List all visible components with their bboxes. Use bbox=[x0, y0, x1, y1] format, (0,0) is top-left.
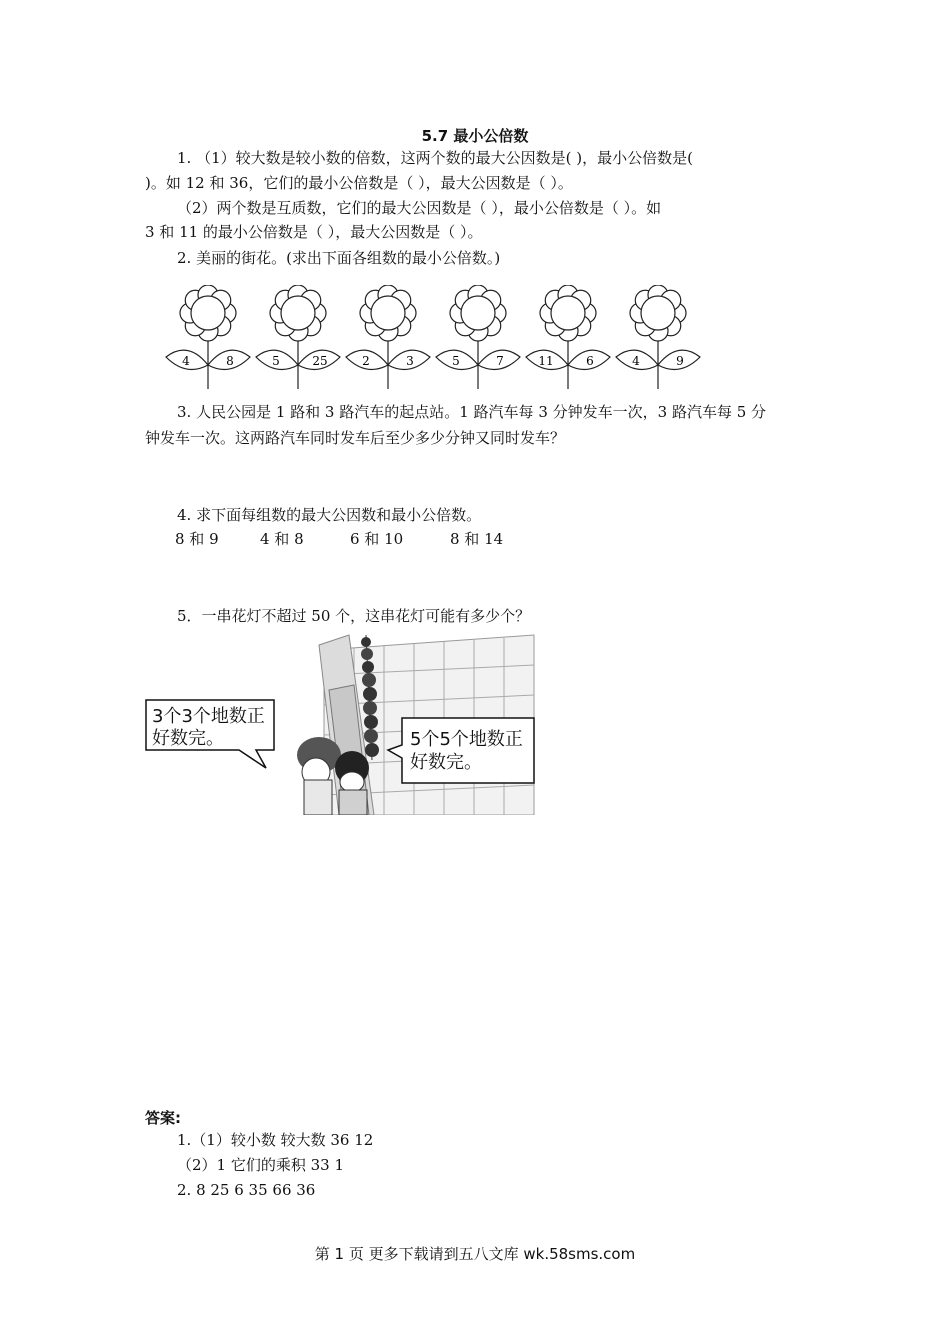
answer-line1: 1.（1）较小数 较大数 36 12 bbox=[177, 1131, 374, 1149]
answers-heading: 答案: bbox=[145, 1109, 181, 1127]
flower-center bbox=[191, 296, 225, 330]
flowers-illustration bbox=[160, 285, 720, 395]
q3-line1: 3. 人民公园是 1 路和 3 路汽车的起点站。1 路汽车每 3 分钟发车一次，3 路汽车每 5 分 bbox=[177, 403, 767, 421]
flower bbox=[526, 285, 610, 389]
flower bbox=[346, 285, 430, 389]
q4-group: 6 和 10 bbox=[350, 530, 404, 548]
lantern-scene-illustration bbox=[144, 630, 539, 815]
speech-bubble-2 bbox=[388, 718, 534, 783]
q4-group: 4 和 8 bbox=[260, 530, 304, 548]
q1-line4: 3 和 11 的最小公倍数是（ ），最大公因数是（ ）。 bbox=[145, 223, 483, 241]
answer-line3: 2. 8 25 6 35 66 36 bbox=[177, 1181, 316, 1199]
answer-line2: （2）1 它们的乘积 33 1 bbox=[177, 1156, 345, 1174]
flower-center bbox=[641, 296, 675, 330]
flower-leaf-number: 4 bbox=[182, 354, 190, 368]
flower bbox=[166, 285, 250, 389]
bubble-1-line1: 3个3个地数正 bbox=[152, 706, 265, 727]
flower-leaf-number: 5 bbox=[272, 354, 280, 368]
flower-center bbox=[371, 296, 405, 330]
q1-line1: 1. （1）较大数是较小数的倍数，这两个数的最大公因数是( )，最小公倍数是( bbox=[177, 149, 693, 167]
flower-leaf-number: 3 bbox=[406, 354, 414, 368]
q5-text: 5．一串花灯不超过 50 个，这串花灯可能有多少个？ bbox=[177, 607, 531, 625]
flower bbox=[256, 285, 340, 389]
flower-leaf-number: 5 bbox=[452, 354, 460, 368]
q4-line1: 4. 求下面每组数的最大公因数和最小公倍数。 bbox=[177, 506, 482, 524]
flower-center bbox=[551, 296, 585, 330]
flower-leaf-number: 9 bbox=[676, 354, 684, 368]
flower-leaf-number: 7 bbox=[496, 354, 504, 368]
bubble-1-line2: 好数完。 bbox=[152, 728, 224, 749]
flower-leaf-number: 4 bbox=[632, 354, 640, 368]
flower-leaf-number: 6 bbox=[586, 354, 594, 368]
q1-line2: )。如 12 和 36，它们的最小公倍数是（ ），最大公因数是（ ）。 bbox=[145, 174, 573, 192]
flower-center bbox=[461, 296, 495, 330]
bubble-2-line1: 5个5个地数正 bbox=[410, 729, 523, 750]
flower-leaf-number: 11 bbox=[538, 354, 554, 368]
q2-text: 2. 美丽的街花。(求出下面各组数的最小公倍数。) bbox=[177, 249, 501, 267]
q4-group: 8 和 9 bbox=[175, 530, 219, 548]
speech-bubble-1 bbox=[146, 700, 274, 768]
flower bbox=[436, 285, 520, 389]
bubble-2-line2: 好数完。 bbox=[410, 752, 482, 773]
page-title: 5.7 最小公倍数 bbox=[421, 127, 529, 145]
q1-line3: （2）两个数是互质数，它们的最大公因数是（ ），最小公倍数是（ ）。如 bbox=[177, 199, 662, 217]
flower-center bbox=[281, 296, 315, 330]
flower-leaf-number: 8 bbox=[226, 354, 234, 368]
flower bbox=[616, 285, 700, 389]
flower-leaf-number: 2 bbox=[362, 354, 370, 368]
q4-group: 8 和 14 bbox=[450, 530, 504, 548]
page-footer: 第 1 页 更多下载请到五八文库 wk.58sms.com bbox=[314, 1245, 636, 1263]
q3-line2: 钟发车一次。这两路汽车同时发车后至少多少分钟又同时发车？ bbox=[145, 429, 566, 447]
flower-leaf-number: 25 bbox=[312, 354, 328, 368]
